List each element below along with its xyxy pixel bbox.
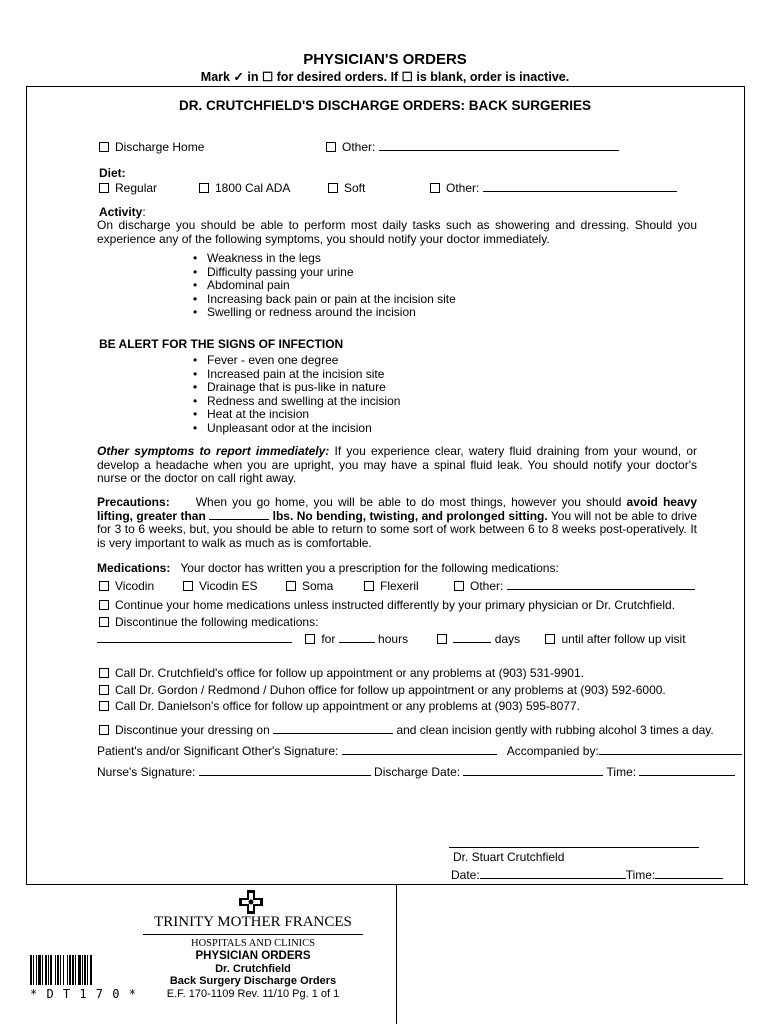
barcode-text: * D T 1 7 0 * bbox=[30, 987, 137, 1001]
list-item: • Weakness in the legs bbox=[193, 252, 456, 266]
activity-symptoms-list bbox=[193, 252, 456, 320]
barcode-bar bbox=[87, 955, 88, 985]
page-title: PHYSICIAN'S ORDERS bbox=[303, 51, 467, 68]
call-crutchfield-option[interactable] bbox=[99, 666, 584, 680]
checkbox-discharge-other[interactable] bbox=[326, 142, 336, 152]
nurse-signature-row bbox=[97, 765, 735, 779]
medications-heading bbox=[97, 561, 559, 575]
discharge-other-label: Other: bbox=[342, 140, 376, 154]
list-item: • Swelling or redness around the incision bbox=[193, 306, 456, 320]
infection-heading: BE ALERT FOR THE SIGNS OF INFECTION bbox=[99, 337, 344, 351]
list-item: • Unpleasant odor at the incision bbox=[193, 422, 400, 436]
call-crutchfield-label: Call Dr. Crutchfield's office for follow up appointment or any problems at (903) 531-9901. bbox=[115, 666, 584, 680]
hours-field[interactable] bbox=[339, 632, 375, 643]
barcode-bar bbox=[42, 955, 43, 985]
for-label: for bbox=[321, 632, 336, 646]
section-title: DR. CRUTCHFIELD'S DISCHARGE ORDERS: BACK SURGERIES bbox=[179, 98, 591, 113]
barcode-bar bbox=[72, 955, 74, 985]
doctor-name: Dr. Stuart Crutchfield bbox=[453, 850, 565, 864]
barcode-bar bbox=[67, 955, 68, 985]
dressing-date-field[interactable] bbox=[273, 723, 393, 734]
diet-regular-option[interactable] bbox=[99, 181, 157, 195]
barcode-bar bbox=[60, 955, 61, 985]
dressing-option[interactable] bbox=[99, 723, 714, 737]
list-item: • Fever - even one degree bbox=[193, 354, 400, 368]
med-other-option[interactable] bbox=[454, 579, 695, 593]
checkbox-discontinue-meds[interactable] bbox=[99, 617, 109, 627]
checkbox-until-follow-up[interactable] bbox=[545, 634, 555, 644]
other-symptoms-text: If you experience clear, watery fluid draining from your wound, or develop a headache when you are upright, you may have a spinal fluid leak. You should notify your doctor's nurse or the doctor on call right away. bbox=[97, 444, 697, 485]
barcode-bar bbox=[84, 955, 86, 985]
doctor-date-label: Date: bbox=[451, 868, 480, 882]
activity-colon: : bbox=[142, 205, 146, 219]
medications-intro: Your doctor has written you a prescription for the following medications: bbox=[180, 561, 559, 575]
infection-signs-list bbox=[193, 354, 400, 435]
checkbox-diet-soft[interactable] bbox=[328, 183, 338, 193]
barcode-bar bbox=[38, 955, 41, 985]
discharge-home-label: Discharge Home bbox=[115, 140, 205, 154]
checkbox-discharge-home[interactable] bbox=[99, 142, 109, 152]
checkbox-call-danielson[interactable] bbox=[99, 701, 109, 711]
patient-signature-label: Patient's and/or Significant Other's Signature: bbox=[97, 744, 339, 758]
barcode-bar bbox=[75, 955, 76, 985]
precautions-paragraph bbox=[97, 496, 697, 550]
discharge-home-option[interactable] bbox=[99, 140, 204, 154]
footer-top-rule bbox=[26, 884, 748, 885]
footer-form-title: PHYSICIAN ORDERS bbox=[195, 950, 311, 962]
discontinue-meds-option[interactable] bbox=[99, 615, 318, 629]
discontinue-meds-label: Discontinue the following medications: bbox=[115, 615, 319, 629]
list-item: • Difficulty passing your urine bbox=[193, 266, 456, 280]
discharge-date-label: Discharge Date: bbox=[374, 765, 461, 779]
patient-signature-field[interactable] bbox=[342, 744, 497, 755]
barcode-bar bbox=[78, 955, 81, 985]
checkbox-dressing[interactable] bbox=[99, 725, 109, 735]
instruction-text: Mark ✓ in ☐ for desired orders. If ☐ is blank, order is inactive. bbox=[200, 70, 570, 84]
checkbox-call-crutchfield[interactable] bbox=[99, 668, 109, 678]
med-vicodin-es-option[interactable] bbox=[183, 579, 257, 593]
footer-divider bbox=[396, 884, 397, 1024]
med-flexeril-option[interactable] bbox=[364, 579, 419, 593]
call-danielson-label: Call Dr. Danielson's office for follow up appointment or any problems at (903) 595-8077. bbox=[115, 699, 580, 713]
med-soma-label: Soma bbox=[302, 579, 334, 593]
checkbox-flexeril[interactable] bbox=[364, 581, 374, 591]
time-field[interactable] bbox=[639, 765, 735, 776]
checkbox-diet-regular[interactable] bbox=[99, 183, 109, 193]
list-item: • Abdominal pain bbox=[193, 279, 456, 293]
doctor-date-field[interactable] bbox=[480, 868, 626, 879]
diet-soft-label: Soft bbox=[344, 181, 366, 195]
med-other-field[interactable] bbox=[507, 579, 695, 590]
doctor-time-field[interactable] bbox=[655, 868, 723, 879]
diet-label: Diet: bbox=[99, 166, 126, 180]
footer-form-name: Back Surgery Discharge Orders bbox=[169, 975, 337, 987]
med-flexeril-label: Flexeril bbox=[380, 579, 419, 593]
call-gordon-label: Call Dr. Gordon / Redmond / Duhon office for follow up appointment or any problems at (903) 592-6000. bbox=[115, 683, 666, 697]
barcode-bar bbox=[45, 955, 47, 985]
barcode-bar bbox=[69, 955, 71, 985]
precautions-bold2: lbs. No bending, twisting, and prolonged sitting. bbox=[272, 508, 548, 523]
barcode-bar bbox=[36, 955, 37, 985]
accompanied-by-label: Accompanied by: bbox=[506, 744, 599, 758]
dressing-label-b: and clean incision gently with rubbing alcohol 3 times a day. bbox=[396, 723, 714, 737]
checkbox-diet-other[interactable] bbox=[430, 183, 440, 193]
checkbox-soma[interactable] bbox=[286, 581, 296, 591]
doctor-time-label: Time: bbox=[625, 868, 656, 882]
continue-home-meds-label: Continue your home medications unless instructed differently by your primary physician or Dr. Crutchfield. bbox=[115, 598, 676, 612]
hours-label: hours bbox=[378, 632, 409, 646]
list-item: • Increased pain at the incision site bbox=[193, 368, 400, 382]
diet-other-label: Other: bbox=[446, 181, 480, 195]
barcode-bar bbox=[57, 955, 59, 985]
diet-1800-option[interactable] bbox=[199, 181, 290, 195]
footer-doctor: Dr. Crutchfield bbox=[215, 963, 291, 975]
medications-label: Medications: bbox=[97, 561, 171, 575]
until-follow-up-label: until after follow up visit bbox=[561, 632, 686, 646]
barcode-bar bbox=[30, 955, 32, 985]
diet-other-field[interactable] bbox=[483, 181, 677, 192]
accompanied-by-field[interactable] bbox=[599, 744, 742, 755]
diet-1800-label: 1800 Cal ADA bbox=[215, 181, 291, 195]
patient-signature-row bbox=[97, 744, 742, 758]
diet-regular-label: Regular bbox=[115, 181, 158, 195]
call-danielson-option[interactable] bbox=[99, 699, 580, 713]
discontinue-med-name-field[interactable] bbox=[97, 632, 292, 643]
other-symptoms-label: Other symptoms to report immediately: bbox=[97, 444, 330, 458]
med-vicodin-es-label: Vicodin ES bbox=[199, 579, 258, 593]
lift-limit-field[interactable] bbox=[209, 510, 269, 520]
discontinue-details-row bbox=[97, 632, 686, 646]
other-symptoms-paragraph bbox=[97, 445, 697, 486]
barcode-bar bbox=[33, 955, 34, 985]
checkbox-vicodin[interactable] bbox=[99, 581, 109, 591]
med-other-label: Other: bbox=[470, 579, 504, 593]
list-item: • Heat at the incision bbox=[193, 408, 400, 422]
org-underline bbox=[143, 934, 363, 935]
days-label: days bbox=[494, 632, 521, 646]
footer-form-number: E.F. 170-1109 Rev. 11/10 Pg. 1 of 1 bbox=[166, 988, 340, 1000]
med-vicodin-option[interactable] bbox=[99, 579, 154, 593]
barcode-bar bbox=[90, 955, 92, 985]
activity-heading bbox=[99, 205, 146, 219]
checkbox-days[interactable] bbox=[437, 634, 447, 644]
checkbox-med-other[interactable] bbox=[454, 581, 464, 591]
list-item: • Redness and swelling at the incision bbox=[193, 395, 400, 409]
discharge-date-field[interactable] bbox=[463, 765, 603, 776]
checkbox-call-gordon[interactable] bbox=[99, 685, 109, 695]
activity-label: Activity bbox=[99, 205, 143, 219]
org-subtitle: HOSPITALS AND CLINICS bbox=[190, 938, 315, 949]
discharge-other-field[interactable] bbox=[379, 140, 619, 151]
med-soma-option[interactable] bbox=[286, 579, 333, 593]
checkbox-vicodin-es[interactable] bbox=[183, 581, 193, 591]
checkbox-diet-1800[interactable] bbox=[199, 183, 209, 193]
days-field[interactable] bbox=[453, 632, 491, 643]
barcode-bar bbox=[82, 955, 83, 985]
nurse-signature-field[interactable] bbox=[199, 765, 371, 776]
call-gordon-option[interactable] bbox=[99, 683, 666, 697]
barcode-bar bbox=[50, 955, 52, 985]
discharge-other-option[interactable] bbox=[326, 140, 619, 154]
time-label: Time: bbox=[606, 765, 637, 779]
precautions-text2: You will not be able to drive for 3 to 6 weeks, but, you should be able to return to some sort of work between 6 to 8 weeks post-operatively. It is very important to walk as much as is comfortable. bbox=[97, 508, 697, 550]
hospital-cross-logo bbox=[238, 889, 264, 915]
org-name: TRINITY MOTHER FRANCES bbox=[154, 914, 352, 930]
checkbox-continue-home-meds[interactable] bbox=[99, 600, 109, 610]
continue-home-meds-option[interactable] bbox=[99, 598, 675, 612]
activity-text: On discharge you should be able to perform most daily tasks such as showering and dressing. Should you experience any of the following symptoms, you should notify your doctor immediately. bbox=[97, 218, 697, 246]
doctor-date-row bbox=[451, 868, 723, 882]
precautions-text: When you go home, you will be able to do most things, however you should bbox=[195, 495, 622, 509]
barcode bbox=[30, 955, 114, 985]
barcode-bar bbox=[63, 955, 64, 985]
nurse-signature-label: Nurse's Signature: bbox=[97, 765, 196, 779]
dressing-label-a: Discontinue your dressing on bbox=[115, 723, 270, 737]
doctor-signature-line[interactable] bbox=[449, 847, 699, 848]
list-item: • Increasing back pain or pain at the incision site bbox=[193, 293, 456, 307]
checkbox-for-hours[interactable] bbox=[305, 634, 315, 644]
list-item: • Drainage that is pus-like in nature bbox=[193, 381, 400, 395]
precautions-label: Precautions: bbox=[97, 495, 170, 509]
diet-soft-option[interactable] bbox=[328, 181, 365, 195]
med-vicodin-label: Vicodin bbox=[115, 579, 155, 593]
barcode-bar bbox=[55, 955, 56, 985]
barcode-bar bbox=[48, 955, 49, 985]
precautions-bold1: avoid heavy lifting, greater than bbox=[97, 495, 697, 523]
diet-other-option[interactable] bbox=[430, 181, 677, 195]
